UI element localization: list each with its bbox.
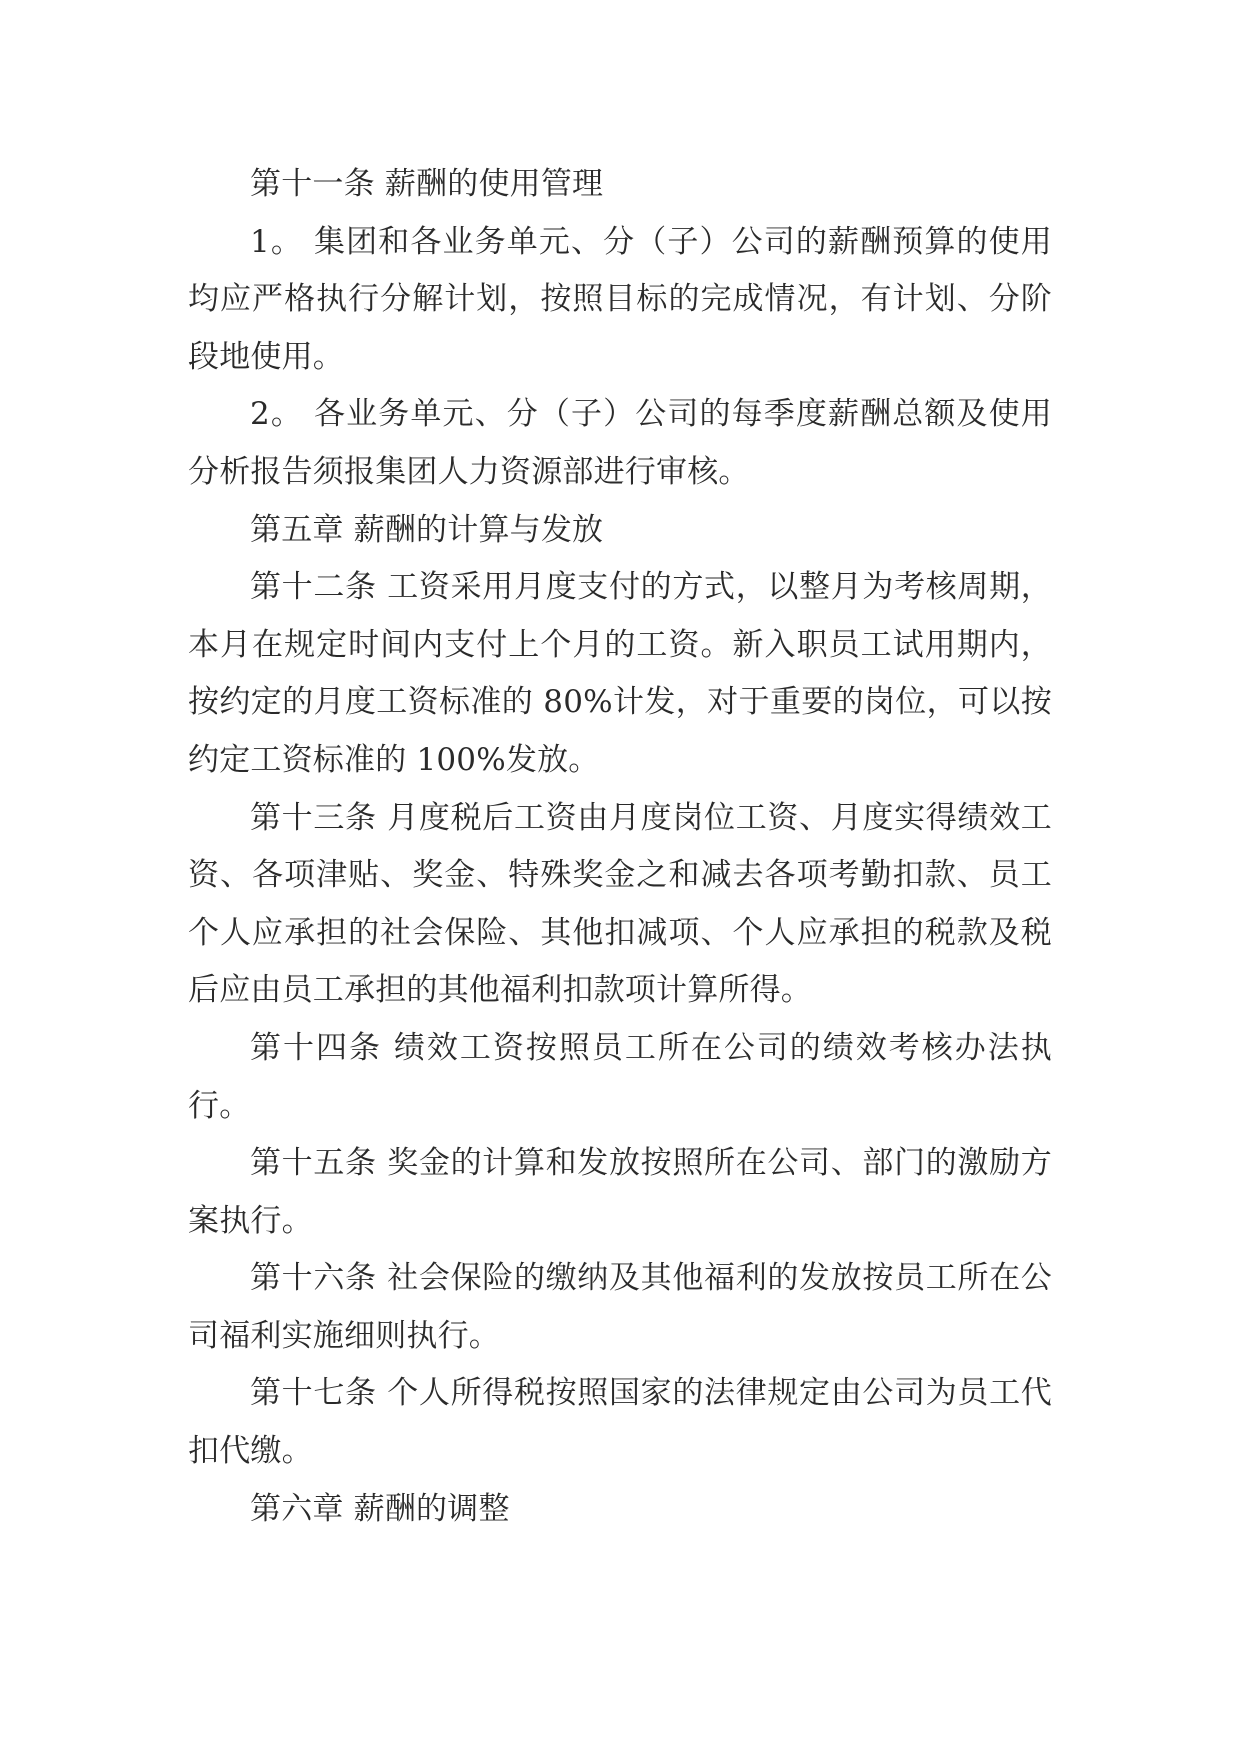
article-14-paragraph: 第十四条 绩效工资按照员工所在公司的绩效考核办法执行。 (188, 1029, 1052, 1124)
chapter-6-heading: 第六章 薪酬的调整 (250, 1490, 510, 1527)
article-11-item-2: 2。 各业务单元、分（子）公司的每季度薪酬总额及使用分析报告须报集团人力资源部进行审核。 (188, 396, 1052, 490)
article-16-paragraph: 第十六条 社会保险的缴纳及其他福利的发放按员工所在公司福利实施细则执行。 (188, 1260, 1052, 1354)
article-11-item-1: 1。 集团和各业务单元、分（子）公司的薪酬预算的使用均应严格执行分解计划，按照目标的完成情况，有计划、分阶段地使用。 (188, 223, 1052, 375)
document-body (188, 156, 1052, 1538)
article-17-paragraph: 第十七条 个人所得税按照国家的法律规定由公司为员工代扣代缴。 (188, 1375, 1052, 1470)
article-11-heading: 第十一条 薪酬的使用管理 (250, 166, 604, 202)
chapter-5-heading: 第五章 薪酬的计算与发放 (250, 511, 604, 548)
article-12-paragraph: 第十二条 工资采用月度支付的方式，以整月为考核周期，本月在规定时间内支付上个月的工资。新入职员工试用期内，按约定的月度工资标准的 80%计发，对于重要的岗位，可以按约定工资标准的 100%发放。 (188, 569, 1052, 778)
article-15-paragraph: 第十五条 奖金的计算和发放按照所在公司、部门的激励方案执行。 (188, 1145, 1052, 1239)
article-13-paragraph: 第十三条 月度税后工资由月度岗位工资、月度实得绩效工资、各项津贴、奖金、特殊奖金之和减去各项考勤扣款、员工个人应承担的社会保险、其他扣减项、个人应承担的税款及税后应由员工承担的其他福利扣款项计算所得。 (188, 799, 1052, 1009)
